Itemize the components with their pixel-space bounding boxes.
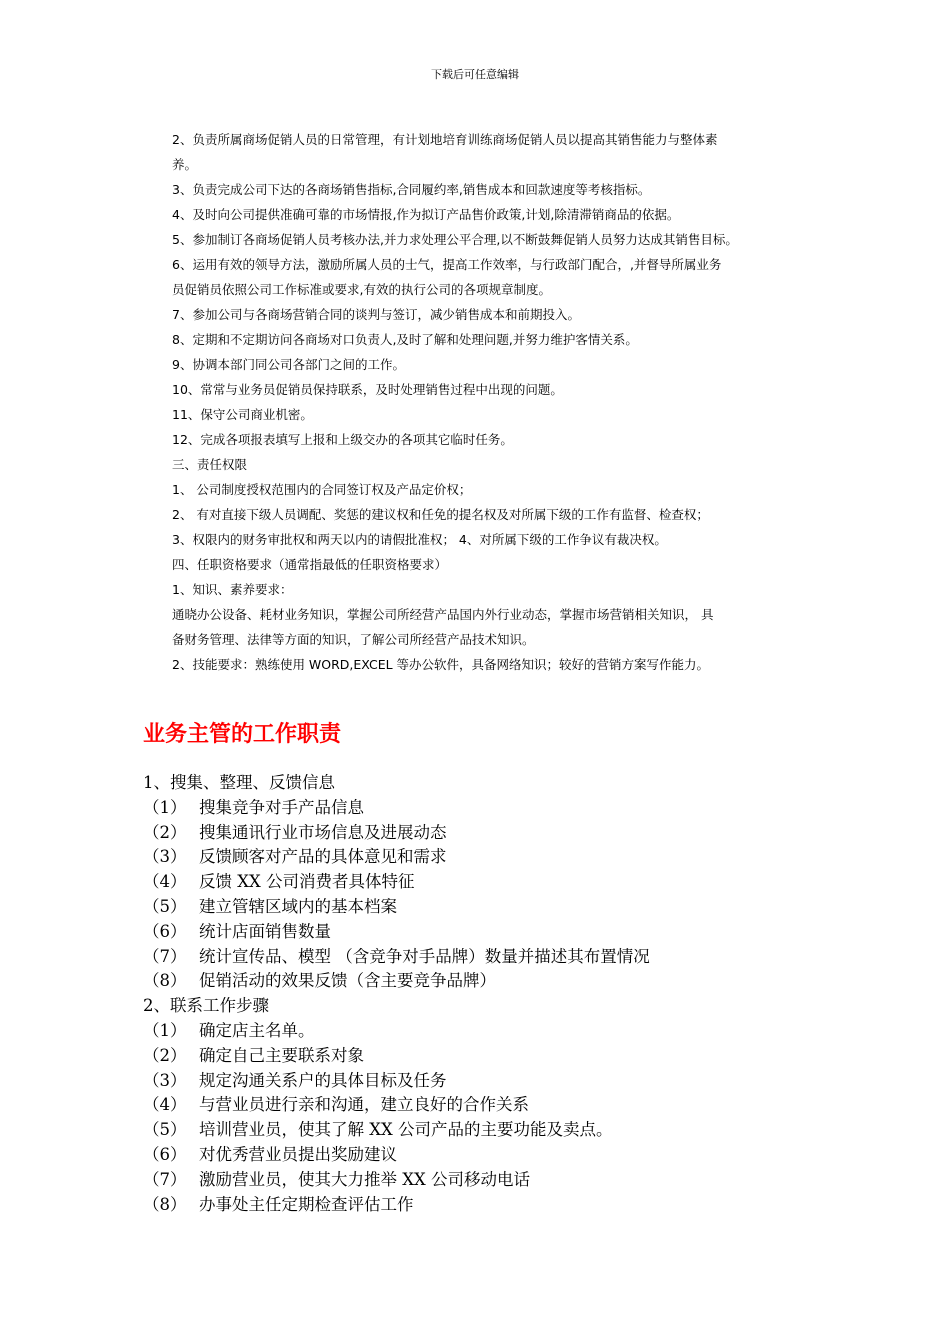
list-heading: 1、搜集、整理、反馈信息	[143, 773, 335, 792]
paragraph-line: 2、负责所属商场促销人员的日常管理，有计划地培育训练商场促销人员以提高其销售能力与整体素	[172, 132, 718, 147]
list-item-number: （5）	[143, 896, 187, 916]
list-item	[143, 1143, 843, 1168]
list-item	[143, 870, 843, 895]
list-item-text: 搜集竞争对手产品信息	[199, 797, 364, 817]
page-header: 下载后可任意编辑	[431, 68, 519, 81]
list-item	[143, 969, 843, 994]
document-title: 业务主管的工作职责	[143, 721, 342, 747]
paragraph-line: 6、运用有效的领导方法，激励所属人员的士气，提高工作效率，与行政部门配合，,并督导所属业务	[172, 257, 722, 272]
paragraph-line: 员促销员依照公司工作标准或要求,有效的执行公司的各项规章制度。	[172, 282, 551, 297]
list-item-number: （4）	[143, 872, 187, 892]
paragraph-line: 3、权限内的财务审批权和两天以内的请假批准权； 4、对所属下级的工作争议有裁决权。	[172, 532, 667, 547]
paragraph-line: 2、 有对直接下级人员调配、奖惩的建议权和任免的提名权及对所属下级的工作有监督、检查权；	[172, 507, 709, 522]
list-item-number: （8）	[143, 971, 187, 991]
list-item	[143, 895, 843, 920]
list-item-number: （6）	[143, 921, 187, 941]
list-item-number: （7）	[143, 946, 187, 966]
list-item	[143, 845, 843, 870]
paragraph-line: 8、定期和不定期访问各商场对口负责人,及时了解和处理问题,并努力维护客情关系。	[172, 332, 638, 347]
paragraph-line: 养。	[172, 157, 198, 172]
paragraph-line: 1、知识、素养要求：	[172, 582, 293, 597]
list-item-text: 促销活动的效果反馈（含主要竞争品牌）	[199, 971, 496, 991]
paragraph-line: 12、完成各项报表填写上报和上级交办的各项其它临时任务。	[172, 432, 513, 447]
paragraph-line: 3、负责完成公司下达的各商场销售指标,合同履约率,销售成本和回款速度等考核指标。	[172, 182, 651, 197]
list-item-number: （7）	[143, 1169, 187, 1189]
list-item-number: （5）	[143, 1120, 187, 1140]
list-item	[143, 945, 843, 970]
list-item-number: （1）	[143, 797, 187, 817]
paragraph-line: 备财务管理、法律等方面的知识，了解公司所经营产品技术知识。	[172, 632, 535, 647]
paragraph-line: 7、参加公司与各商场营销合同的谈判与签订，减少销售成本和前期投入。	[172, 307, 580, 322]
list-item-text: 确定店主名单。	[199, 1020, 315, 1040]
list-item	[143, 920, 843, 945]
list-item	[143, 1118, 843, 1143]
list-item-text: 规定沟通关系户的具体目标及任务	[199, 1070, 447, 1090]
paragraph-line: 9、协调本部门同公司各部门之间的工作。	[172, 357, 405, 372]
list-item-text: 统计宣传品、模型 （含竞争对手品牌）数量并描述其布置情况	[199, 946, 650, 966]
paragraph-line: 10、常常与业务员促销员保持联系，及时处理销售过程中出现的问题。	[172, 382, 563, 397]
list-item-text: 确定自己主要联系对象	[199, 1045, 364, 1065]
list-item-number: （2）	[143, 822, 187, 842]
paragraph-line: 通晓办公设备、耗材业务知识，掌握公司所经营产品国内外行业动态，掌握市场营销相关知识， 具	[172, 607, 714, 622]
list-item-text: 建立管辖区域内的基本档案	[199, 896, 397, 916]
list-item-text: 统计店面销售数量	[199, 921, 331, 941]
list-item	[143, 821, 843, 846]
duties-section	[172, 127, 820, 677]
paragraph-line: 4、及时向公司提供准确可靠的市场情报,作为拟订产品售价政策,计划,除清滞销商品的依据。	[172, 207, 680, 222]
list-item	[143, 1069, 843, 1094]
list-item	[143, 1093, 843, 1118]
paragraph-line: 11、保守公司商业机密。	[172, 407, 313, 422]
list-item-text: 办事处主任定期检查评估工作	[199, 1194, 414, 1214]
list-item	[143, 796, 843, 821]
list-item-text: 反馈 XX 公司消费者具体特征	[199, 872, 415, 892]
list-item-number: （4）	[143, 1095, 187, 1115]
list-item-text: 搜集通讯行业市场信息及进展动态	[199, 822, 447, 842]
list-item-text: 对优秀营业员提出奖励建议	[199, 1144, 397, 1164]
paragraph-line: 5、参加制订各商场促销人员考核办法,并力求处理公平合理,以不断鼓舞促销人员努力达成其销售目标。	[172, 232, 738, 247]
supervisor-duties-section	[143, 771, 843, 1217]
list-item	[143, 1019, 843, 1044]
section-heading: 四、任职资格要求（通常指最低的任职资格要求）	[172, 557, 448, 572]
list-item-text: 反馈顾客对产品的具体意见和需求	[199, 847, 447, 867]
list-item	[143, 1193, 843, 1218]
list-item-number: （1）	[143, 1020, 187, 1040]
list-item-number: （3）	[143, 1070, 187, 1090]
list-item	[143, 1168, 843, 1193]
list-item-number: （6）	[143, 1144, 187, 1164]
list-item-number: （2）	[143, 1045, 187, 1065]
list-item-text: 培训营业员，使其了解 XX 公司产品的主要功能及卖点。	[199, 1120, 613, 1140]
list-item-number: （8）	[143, 1194, 187, 1214]
list-item-number: （3）	[143, 847, 187, 867]
section-heading: 三、责任权限	[172, 457, 248, 472]
list-item	[143, 1044, 843, 1069]
paragraph-line: 2、技能要求：熟练使用 WORD,EXCEL 等办公软件，具备网络知识；较好的营销方案写作能力。	[172, 657, 710, 672]
list-heading: 2、联系工作步骤	[143, 996, 269, 1016]
list-item-text: 激励营业员，使其大力推举 XX 公司移动电话	[199, 1169, 530, 1189]
list-item-text: 与营业员进行亲和沟通，建立良好的合作关系	[199, 1095, 529, 1115]
paragraph-line: 1、 公司制度授权范围内的合同签订权及产品定价权；	[172, 482, 472, 497]
